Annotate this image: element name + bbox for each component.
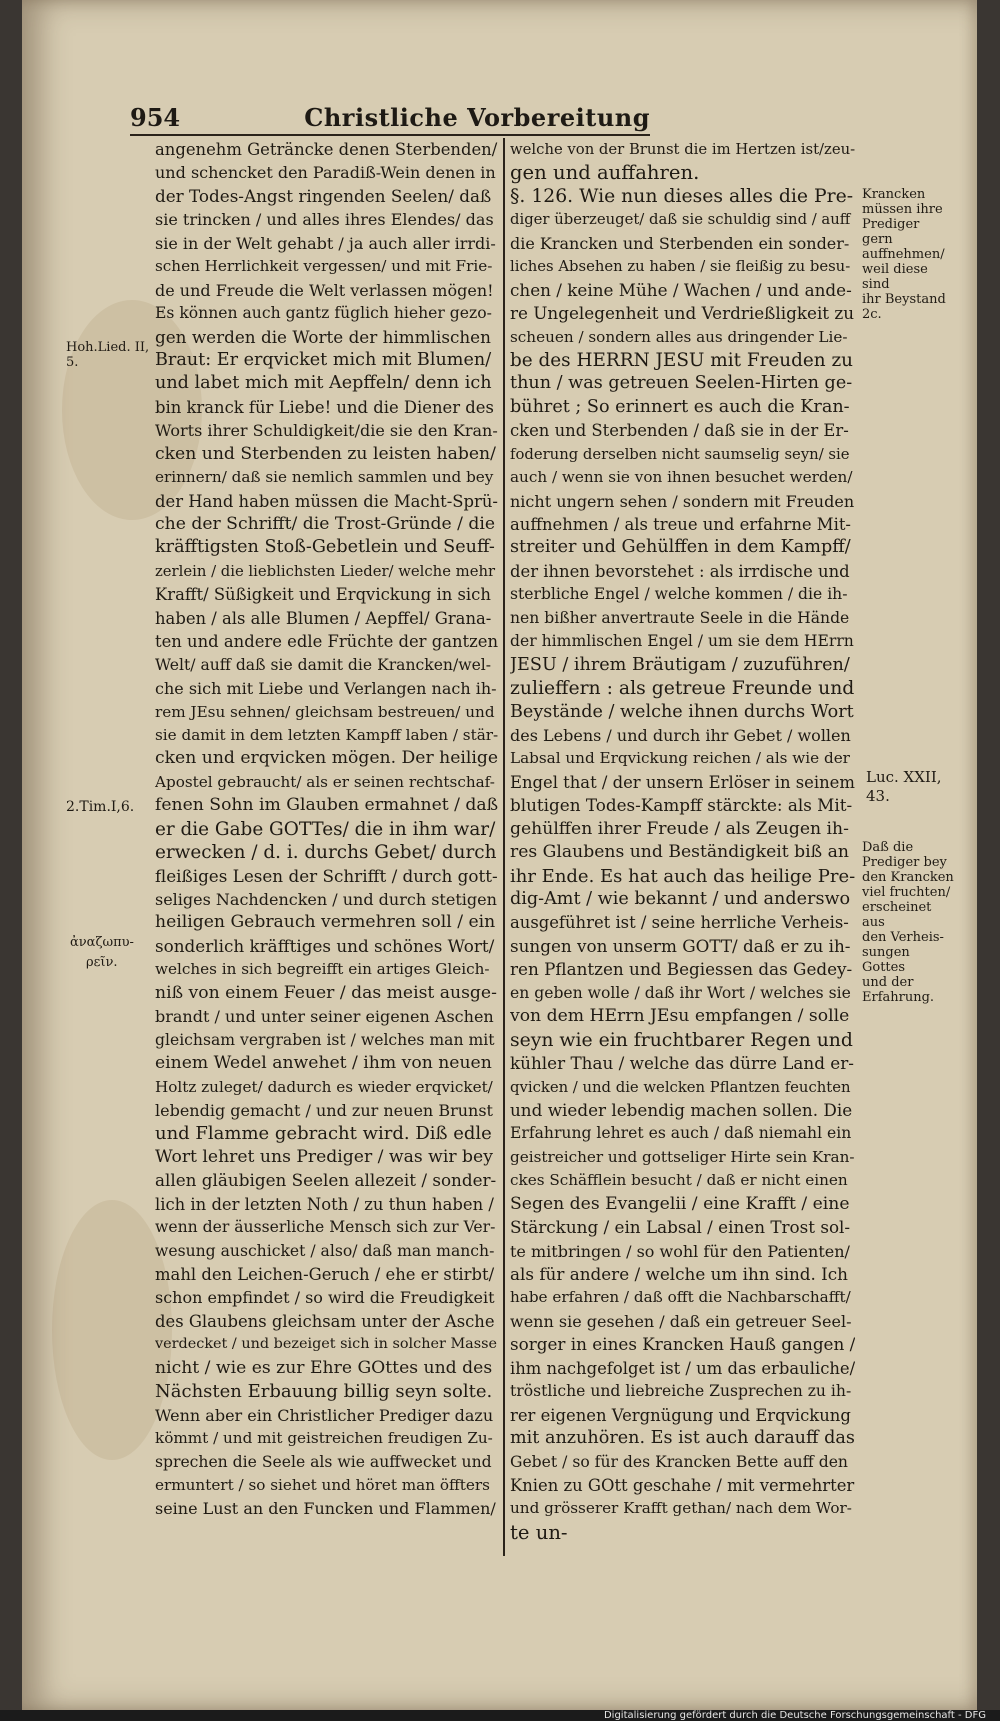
text-line: und schencket den Paradiß-Wein denen in [155, 163, 496, 183]
margin-note-timotheus: 2.Tim.I,6. [66, 799, 135, 815]
text-line: Erfahrung lehret es auch / daß niemahl ein [510, 1124, 852, 1143]
text-line: kömmt / und mit geistreichen freudigen Zu- [155, 1429, 493, 1448]
margin-note-greek-2: ρεῖν. [86, 955, 118, 970]
text-line: gen werden die Worte der himmlischen [155, 326, 491, 347]
text-line: rer eigenen Vergnügung und Erqvickung [510, 1405, 851, 1425]
text-line: tröstliche und liebreiche Zusprechen zu ih- [510, 1382, 852, 1401]
margin-note-prediger: Daß die Prediger bey den Krancken viel fruchten/ erscheinet aus den Verheis- sungen Gottes und der Erfahrung. [862, 840, 954, 1005]
text-line: cken und Sterbenden zu leisten haben/ [155, 443, 496, 464]
text-line: sterbliche Engel / welche kommen / die ih- [510, 585, 848, 604]
text-line: angenehm Geträncke denen Sterbenden/ [155, 140, 498, 159]
text-line: als für andere / welche um ihn sind. Ich [510, 1264, 848, 1284]
margin-note-hohelied: Hoh.Lied. II, 5. [66, 340, 150, 370]
margin-note-lucas: Luc. XXII, 43. [866, 768, 942, 805]
text-line: Stärckung / ein Labsal / einen Trost sol- [510, 1217, 851, 1238]
text-line: qvicken / und die welcken Pflantzen feuchten [510, 1078, 851, 1096]
text-line: ckes Schäfflein besucht / daß er nicht einen [510, 1171, 848, 1190]
text-line: wenn sie gesehen / daß ein getreuer Seel- [510, 1311, 852, 1331]
text-line: ren Pflantzen und Begiessen das Gedey- [510, 959, 853, 980]
text-line: sprechen die Seele als wie auffwecket und [155, 1452, 492, 1471]
text-line: des Lebens / und durch ihr Gebet / wollen [510, 725, 851, 745]
text-line: Holtz zuleget/ dadurch es wieder erqvicket/ [155, 1077, 493, 1096]
text-line: lebendig gemacht / und zur neuen Brunst [155, 1100, 493, 1120]
text-line: auch / wenn sie von ihnen besuchet werden/ [510, 468, 853, 487]
text-line: Worts ihrer Schuldigkeit/die sie den Kran- [155, 421, 498, 441]
text-line: che sich mit Liebe und Verlangen nach ih- [155, 679, 497, 699]
right-text-column [510, 138, 855, 1544]
text-line: welche von der Brunst die im Hertzen ist/zeu- [510, 141, 855, 158]
text-line: fenen Sohn im Glauben ermahnet / daß [155, 795, 498, 816]
text-line: che der Schrifft/ die Trost-Gründe / die [155, 514, 496, 534]
text-line: schen Herrlichkeit vergessen/ und mit Frie- [155, 257, 493, 276]
text-line: te mitbringen / so wohl für den Patienten/ [510, 1241, 850, 1261]
text-line: habe erfahren / daß offt die Nachbarschafft/ [510, 1288, 851, 1307]
header-rule [130, 134, 650, 136]
text-line: von dem HErrn JEsu empfangen / solle [510, 1006, 850, 1027]
text-line: §. 126. Wie nun dieses alles die Pre- [510, 185, 854, 207]
text-line: der ihnen bevorstehet : als irrdische und [510, 561, 850, 581]
text-line: te un- [510, 1520, 568, 1544]
text-line: niß von einem Feuer / das meist ausge- [155, 982, 497, 1003]
text-line: gehülffen ihrer Freude / als Zeugen ih- [510, 818, 849, 839]
column-divider [503, 138, 505, 1556]
text-line: und grösserer Krafft gethan/ nach dem Wor- [510, 1499, 852, 1518]
text-line: ten und andere edle Früchte der gantzen [155, 632, 498, 652]
text-line: mit anzuhören. Es ist auch darauff das [510, 1428, 855, 1449]
text-line: sie damit in dem letzten Kampff laben / stär- [155, 725, 498, 744]
text-line: Wort lehret uns Prediger / was wir bey [155, 1146, 493, 1167]
text-line: en geben wolle / daß ihr Wort / welches sie [510, 983, 851, 1002]
text-line: verdecket / und bezeiget sich in solcher Masse [155, 1336, 498, 1353]
text-line: dig-Amt / wie bekannt / und anderswo [510, 889, 851, 909]
text-line: der Todes-Angst ringenden Seelen/ daß [155, 185, 492, 206]
text-line: Apostel gebraucht/ als er seinen rechtschaf- [155, 772, 495, 791]
text-line: Es können auch gantz füglich hieher gezo- [155, 304, 492, 323]
text-line: nen bißher anvertraute Seele in die Hände [510, 608, 850, 627]
text-line: nicht ungern sehen / sondern mit Freuden [510, 491, 855, 511]
text-line: rem JEsu sehnen/ gleichsam bestreuen/ und [155, 702, 495, 721]
text-line: zerlein / die lieblichsten Lieder/ welche mehr [155, 562, 496, 580]
page-header [130, 100, 650, 134]
text-line: blutigen Todes-Kampff stärckte: als Mit- [510, 795, 853, 816]
margin-note-greek-1: ἀναζωπυ- [70, 935, 134, 950]
text-line: re Ungelegenheit und Verdrießligkeit zu [510, 303, 855, 324]
text-line: seyn wie ein fruchtbarer Regen und [510, 1029, 853, 1051]
text-line: nicht / wie es zur Ehre GOttes und des [155, 1357, 493, 1378]
text-line: allen gläubigen Seelen allezeit / sonder- [155, 1170, 497, 1191]
text-line: bin kranck für Liebe! und die Diener des [155, 397, 494, 417]
paper-stain [52, 1200, 172, 1460]
text-line: Labsal und Erqvickung reichen / als wie der [510, 749, 850, 768]
text-line: chen / keine Mühe / Wachen / und ande- [510, 279, 852, 300]
text-line: Segen des Evangelii / eine Krafft / eine [510, 1193, 850, 1214]
text-line: Krafft/ Süßigkeit und Erqvickung in sich [155, 585, 491, 605]
text-line: ermuntert / so siehet und höret man öffters [155, 1475, 490, 1494]
text-line: ihr Ende. Es hat auch das heilige Pre- [510, 865, 855, 887]
text-line: sie in der Welt gehabt / ja auch aller irrdi- [155, 233, 496, 253]
text-line: der himmlischen Engel / um sie dem HErrn [510, 632, 854, 651]
page-number: 954 [130, 102, 181, 132]
text-line: brandt / und unter seiner eigenen Aschen [155, 1007, 494, 1027]
text-line: Nächsten Erbauung billig seyn solte. [155, 1381, 493, 1403]
text-line: JESU / ihrem Bräutigam / zuzuführen/ [510, 654, 850, 675]
text-line: schon empfindet / so wird die Freudigkeit [155, 1288, 495, 1308]
text-line: de und Freude die Welt verlassen mögen! [155, 280, 494, 300]
text-line: welches in sich begreifft ein artiges Gleich- [155, 960, 490, 979]
text-line: zulieffern : als getreue Freunde und [510, 678, 855, 700]
text-line: einem Wedel anwehet / ihm von neuen [155, 1053, 492, 1074]
text-line: cken und Sterbenden / daß sie in der Er- [510, 421, 849, 441]
text-line: Braut: Er erqvicket mich mit Blumen/ [155, 349, 492, 370]
text-line: Engel that / der unsern Erlöser in seinem [510, 772, 855, 792]
text-line: kühler Thau / welche das dürre Land er- [510, 1053, 854, 1074]
text-line: sie trincken / und alles ihres Elendes/ das [155, 210, 494, 230]
text-line: haben / als alle Blumen / Aepffel/ Grana- [155, 608, 492, 628]
text-line: und wieder lebendig machen sollen. Die [510, 1099, 853, 1120]
text-line: erwecken / d. i. durchs Gebet/ durch [155, 842, 497, 864]
text-line: gleichsam vergraben ist / welches man mit [155, 1030, 495, 1049]
text-line: der Hand haben müssen die Macht-Sprü- [155, 491, 498, 511]
text-line: sorger in eines Krancken Hauß gangen / [510, 1334, 855, 1355]
text-line: geistreicher und gottseliger Hirte sein Kran- [510, 1147, 855, 1166]
text-line: liches Absehen zu haben / sie fleißig zu besu- [510, 258, 851, 276]
text-line: fleißiges Lesen der Schrifft / durch gott- [155, 865, 498, 886]
text-line: kräfftigsten Stoß-Gebetlein und Seuff- [155, 537, 495, 558]
text-line: seine Lust an den Funcken und Flammen/ [155, 1499, 496, 1519]
text-line: wesung auschicket / also/ daß man manch- [155, 1241, 495, 1260]
text-line: wenn der äusserliche Mensch sich zur Ver- [155, 1218, 496, 1237]
text-line: res Glaubens und Beständigkeit biß an [510, 842, 849, 863]
text-line: scheuen / sondern alles aus dringender Lie- [510, 327, 848, 346]
text-line: er die Gabe GOTTes/ die in ihm war/ [155, 818, 496, 840]
text-line: gen und auffahren. [510, 161, 700, 185]
text-line: Knien zu GOtt geschahe / mit vermehrter [510, 1475, 855, 1495]
text-line: diger überzeuget/ daß sie schuldig sind / auff [510, 211, 851, 229]
text-line: Wenn aber ein Christlicher Prediger dazu [155, 1405, 494, 1425]
text-line: bühret ; So erinnert es auch die Kran- [510, 396, 850, 417]
text-line: cken und erqvicken mögen. Der heilige [155, 748, 498, 769]
text-line: mahl den Leichen-Geruch / ehe er stirbt/ [155, 1265, 495, 1284]
text-line: streiter und Gehülffen in dem Kampff/ [510, 537, 851, 558]
text-line: und labet mich mit Aepffeln/ denn ich [155, 373, 492, 394]
text-line: erinnern/ daß sie nemlich sammlen und bey [155, 468, 494, 487]
left-text-column [155, 138, 498, 1521]
text-line: Beyständе / welche ihnen durchs Wort [510, 701, 854, 722]
text-line: be des HERRN JESU mit Freuden zu [510, 349, 853, 371]
text-line: des Glaubens gleichsam unter der Asche [155, 1311, 495, 1331]
text-line: lich in der letzten Noth / zu thun haben / [155, 1194, 494, 1214]
text-line: Gebet / so für des Krancken Bette auff den [510, 1452, 848, 1471]
text-line: sungen von unserm GOTT/ daß er zu ih- [510, 935, 851, 956]
text-line: die Krancken und Sterbenden ein sonder- [510, 233, 850, 253]
text-line: und Flamme gebracht wird. Diß edle [155, 1123, 492, 1145]
text-line: heiligen Gebrauch vermehren soll / ein [155, 912, 496, 933]
text-line: Welt/ auff daß sie damit die Krancken/wel- [155, 655, 492, 674]
margin-note-krancken: Krancken müssen ihre Prediger gern auffnehmen/ weil diese sind ihr Beystand 2c. [862, 187, 946, 322]
footer-credit: Digitalisierung gefördert durch die Deutsche Forschungsgemeinschaft - DFG [603, 1710, 986, 1721]
text-line: foderung derselben nicht saumselig seyn/ sie [510, 445, 850, 463]
text-line: auffnehmen / als treue und erfahrne Mit- [510, 515, 851, 534]
text-line: ausgeführet ist / seine herrliche Verheis- [510, 913, 849, 933]
running-title: Christliche Vorbereitung [304, 102, 650, 132]
text-line: sonderlich kräfftiges und schönes Wort/ [155, 935, 495, 956]
text-line: seliges Nachdencken / und durch stetigen [155, 890, 497, 909]
text-line: ihm nachgefolget ist / um das erbauliche/ [510, 1358, 855, 1378]
text-line: thun / was getreuen Seelen-Hirten ge- [510, 373, 853, 394]
